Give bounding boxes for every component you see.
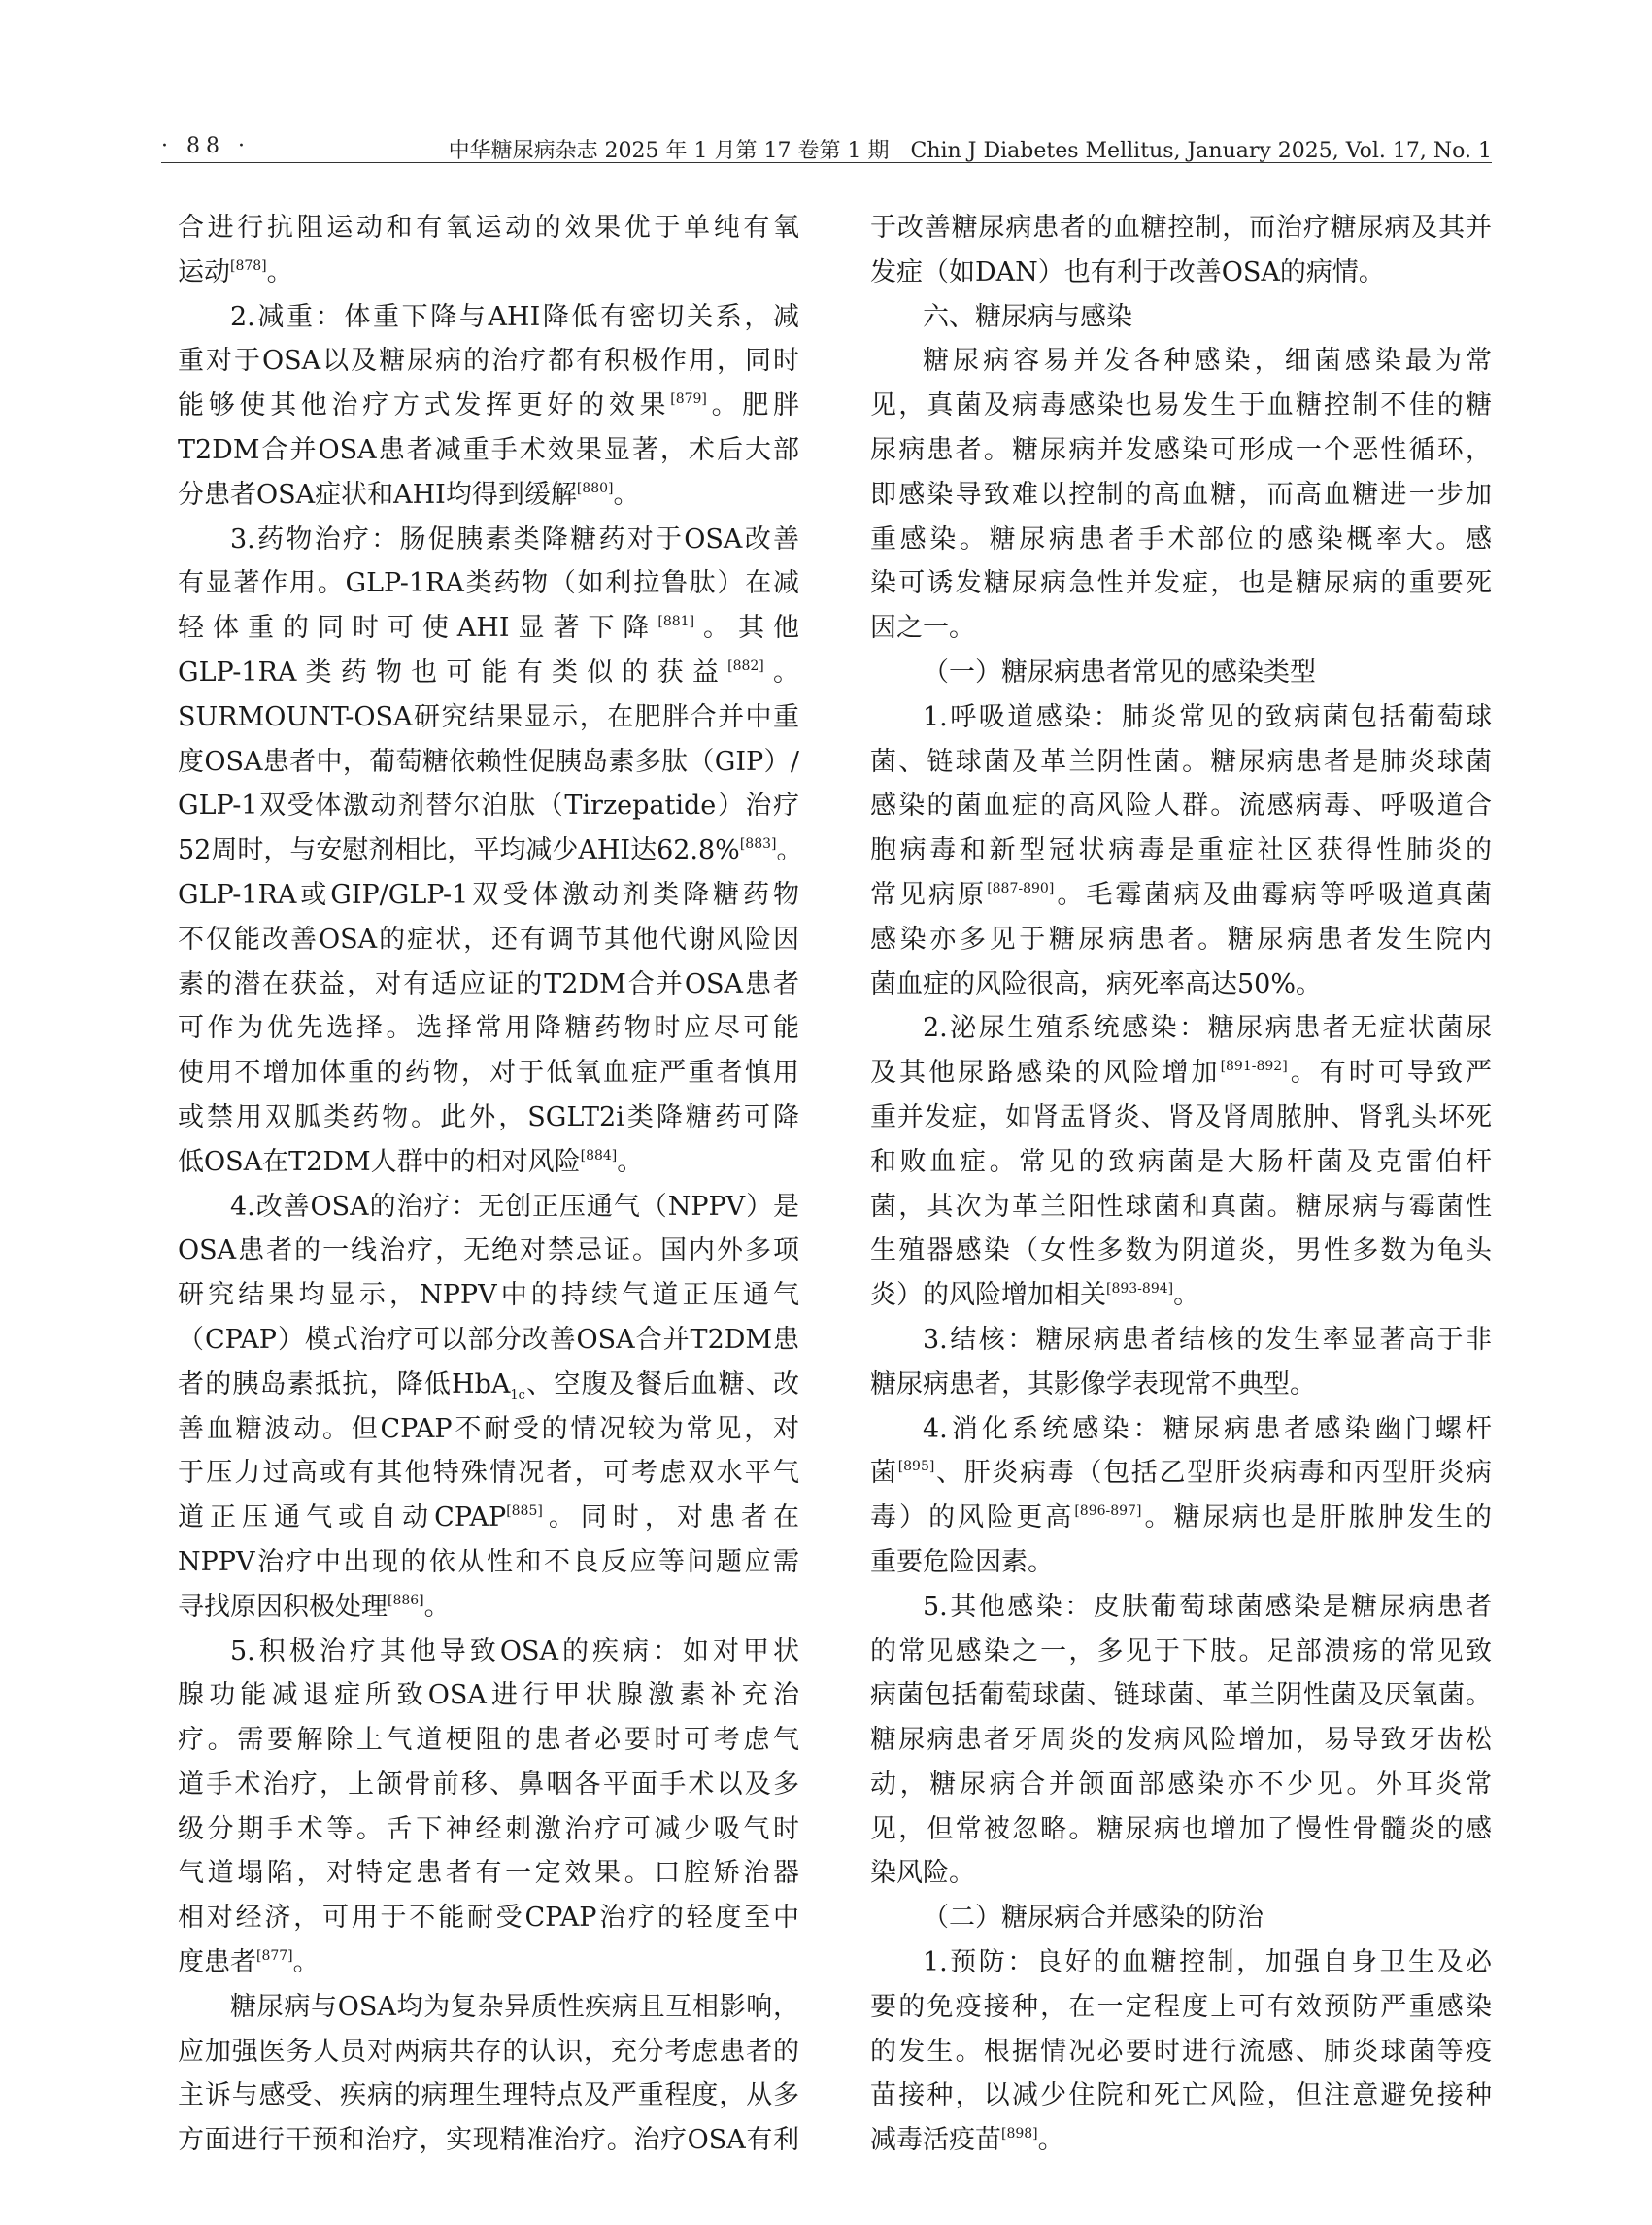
text-line [870,428,1492,473]
line-text: （一）糖尿病患者常见的感染类型 [923,657,1316,688]
line-text: 染可诱发糖尿病急性并发症，也是糖尿病的重要死 [870,568,1492,599]
line-text: 炎）的风险增加相关 [870,1280,1106,1311]
line-text: 因之一。 [870,613,975,644]
line-text: 素的潜在获益，对有适应证的T2DM合并OSA患者 [178,968,799,999]
line-text: 重感染。糖尿病患者手术部位的感染概率大。感 [870,523,1492,555]
line-text: 气道塌陷，对特定患者有一定效果。口腔矫治器 [178,1858,799,1889]
text-line [178,1807,799,1852]
line-text: 4.消化系统感染：糖尿病患者感染幽门螺杆 [923,1413,1492,1444]
citation-ref: [893-894] [1106,1281,1174,1298]
line-text-tail: 。 [292,1947,320,1978]
line-text-tail: 。有时可导致严 [1287,1058,1492,1089]
line-text-tail: 。 [776,835,803,866]
line-text: 主诉与感受、疾病的病理生理特点及严重程度，从多 [178,2080,799,2111]
citation-ref: [879] [670,391,707,408]
text-line [870,1363,1492,1407]
line-text: 减毒活疫苗 [870,2125,1001,2156]
citation-ref: [886] [388,1592,424,1608]
line-text: 1.预防：良好的血糖控制，加强自身卫生及必 [923,1947,1492,1978]
line-text: 分患者OSA症状和AHI均得到缓解 [178,479,577,510]
text-line [870,561,1492,606]
line-text: 有显著作用。GLP-1RA类药物（如利拉鲁肽）在减 [178,568,799,599]
line-text: 2.泌尿生殖系统感染：糖尿病患者无症状菌尿 [923,1013,1492,1044]
line-text: 运动 [178,256,230,287]
line-text-tail: 。 [1173,1280,1200,1311]
line-text: 和败血症。常见的致病菌是大肠杆菌及克雷伯杆 [870,1146,1492,1177]
text-line [178,962,799,1007]
line-text: 的发生。根据情况必要时进行流感、肺炎球菌等疫 [870,2036,1492,2067]
text-line [178,1496,799,1540]
citation-ref: [884] [580,1147,618,1163]
line-text: 道正压通气或自动CPAP [178,1502,507,1534]
line-text-tail: 、肝炎病毒（包括乙型肝炎病毒和丙型肝炎病 [934,1458,1493,1489]
line-text-tail: 、空腹及餐后血糖、改 [524,1368,800,1399]
text-line [178,1185,799,1230]
citation-ref: [898] [1001,2126,1038,2142]
text-line [178,1006,799,1051]
text-line [178,1851,799,1896]
line-text-tail: 。 [266,256,293,287]
line-text: 要的免疫接种，在一定程度上可有效预防严重感染 [870,1991,1492,2022]
text-line [178,1407,799,1452]
line-text: 糖尿病患者，其影像学表现常不典型。 [870,1368,1316,1399]
line-text: SURMOUNT-OSA研究结果显示，在肥胖合并中重 [178,701,799,732]
line-text: 5.其他感染：皮肤葡萄球菌感染是糖尿病患者 [923,1591,1492,1622]
line-text: 菌，其次为革兰阳性球菌和真菌。糖尿病与霉菌性 [870,1191,1492,1222]
line-text: 六、糖尿病与感染 [923,301,1132,332]
line-text: 动，糖尿病合并颌面部感染亦不少见。外耳炎常 [870,1769,1492,1800]
line-text: 的常见感染之一，多见于下肢。足部溃疡的常见致 [870,1635,1492,1667]
line-text: 合进行抗阻运动和有氧运动的效果优于单纯有氧 [178,213,799,243]
line-text-tail: 。毛霉菌病及曲霉病等呼吸道真菌 [1054,879,1492,910]
line-text: GLP-1RA类药物也可能有类似的获益 [178,657,728,688]
line-text-tail: 。其他 [694,613,799,644]
text-line [870,1318,1492,1363]
line-text: 4.改善OSA的治疗：无创正压通气（NPPV）是 [230,1191,799,1222]
line-text: 重要危险因素。 [870,1546,1054,1577]
text-line [178,428,799,473]
line-text: 于压力过高或有其他特殊情况者，可考虑双水平气 [178,1458,799,1489]
line-text-tail: 。糖尿病也是肝脓肿发生的 [1141,1502,1492,1534]
text-line [870,518,1492,562]
text-line [178,1540,799,1585]
text-line [870,1496,1492,1540]
line-text-tail: 。 [1037,2125,1064,2156]
line-text: 生殖器感染（女性多数为阴道炎，男性多数为龟头 [870,1235,1492,1266]
line-text: 糖尿病与OSA均为复杂异质性疾病且互相影响， [230,1991,799,2022]
line-text: 寻找原因积极处理 [178,1591,388,1622]
text-line [178,1585,799,1630]
text-line [178,1673,799,1718]
text-line [870,651,1492,695]
journal-citation: 中华糖尿病杂志 2025 年 1 月第 17 卷第 1 期 Chin J Diabetes Mellitus, January 2025, Vol. 17, No. 1 [448,139,1492,163]
line-text: 苗接种，以减少住院和死亡风险，但注意避免接种 [870,2080,1492,2111]
text-line [870,384,1492,428]
text-line [870,828,1492,873]
citation-ref: [895] [897,1459,935,1475]
text-line [870,1140,1492,1185]
line-text: 糖尿病容易并发各种感染，细菌感染最为常 [923,346,1492,377]
text-line [178,1273,799,1318]
text-line [870,2030,1492,2074]
line-text: 研究结果均显示，NPPV中的持续气道正压通气 [178,1280,799,1311]
line-text: 者的胰岛素抵抗，降低HbA [178,1368,511,1399]
line-text: 度患者 [178,1947,256,1978]
line-text-tail: 。 [617,1146,644,1177]
text-line [870,1407,1492,1452]
line-text: （CPAP）模式治疗可以部分改善OSA合并T2DM患 [178,1324,799,1355]
text-line [870,784,1492,828]
citation-ref: [878] [230,257,267,274]
text-line [870,1229,1492,1273]
text-line [870,1896,1492,1940]
line-text: 发症（如DAN）也有利于改善OSA的病情。 [870,256,1385,287]
line-text: 级分期手术等。舌下神经刺激治疗可减少吸气时 [178,1813,799,1844]
line-text: 5.积极治疗其他导致OSA的疾病：如对甲状 [230,1635,799,1667]
text-line [870,606,1492,651]
citation-ref: [885] [506,1503,543,1520]
citation-ref: [882] [727,657,764,674]
text-line [178,606,799,651]
line-text: 见，真菌及病毒感染也易发生于血糖控制不佳的糖 [870,390,1492,421]
line-text: 3.药物治疗：肠促胰素类降糖药对于OSA改善 [230,523,799,555]
text-line [870,1985,1492,2030]
text-line [178,873,799,918]
text-line [870,1185,1492,1230]
header-rule [161,162,1492,163]
text-line [178,295,799,340]
line-text: 2.减重：体重下降与AHI降低有密切关系，减 [230,301,799,332]
text-line [870,295,1492,340]
line-text: 染风险。 [870,1858,975,1889]
text-line [870,1763,1492,1807]
citation-ref: [896-897] [1074,1503,1142,1520]
text-line [178,206,799,251]
line-text-tail: 。 [423,1591,451,1622]
text-line [178,695,799,740]
line-text: 可作为优先选择。选择常用降糖药物时应尽可能 [178,1013,799,1044]
line-text: 重对于OSA以及糖尿病的治疗都有积极作用，同时 [178,346,799,377]
line-text: 疗。需要解除上气道梗阻的患者必要时可考虑气 [178,1725,799,1756]
line-text: 病菌包括葡萄球菌、链球菌、革兰阴性菌及厌氧菌。 [870,1680,1492,1711]
line-text: 胞病毒和新型冠状病毒是重症社区获得性肺炎的 [870,835,1492,866]
text-line [870,962,1492,1007]
line-text: 腺功能减退症所致OSA进行甲状腺激素补充治 [178,1680,799,1711]
line-text-tail: 。同时，对患者在 [542,1502,800,1534]
citation-ref: [891-892] [1220,1059,1288,1075]
line-text: GLP-1双受体激动剂替尔泊肽（Tirzepatide）治疗 [178,791,799,822]
text-line [178,518,799,562]
line-text: 或禁用双胍类药物。此外，SGLT2i类降糖药可降 [178,1101,799,1132]
text-line [178,561,799,606]
line-text: 道手术治疗，上颌骨前移、鼻咽各平面手术以及多 [178,1769,799,1800]
text-line [870,251,1492,295]
text-line [178,784,799,828]
line-text: 不仅能改善OSA的症状，还有调节其他代谢风险因 [178,924,799,955]
line-text: 度OSA患者中，葡萄糖依赖性促胰岛素多肽（GIP）/ [178,746,799,777]
line-text-tail: 。 [763,657,799,688]
page-number: · 88 · [161,134,251,158]
line-text: 见，但常被忽略。糖尿病也增加了慢性骨髓炎的感 [870,1813,1492,1844]
citation-ref: [883] [739,836,777,853]
text-line [178,384,799,428]
text-line [178,1451,799,1496]
line-text: 能够使其他治疗方式发挥更好的效果 [178,390,671,421]
left-text-column [178,206,803,2163]
line-text: 菌血症的风险很高，病死率高达50%。 [870,968,1323,999]
text-line [178,1363,799,1407]
text-line [870,1096,1492,1140]
line-text: NPPV治疗中出现的依从性和不良反应等问题应需 [178,1546,799,1577]
line-text: 感染的菌血症的高风险人群。流感病毒、呼吸道合 [870,791,1492,822]
text-line [870,740,1492,785]
text-line [178,1096,799,1140]
text-line [178,828,803,873]
text-line [870,918,1492,962]
citation-ref: [887-890] [987,880,1055,896]
line-text: 使用不增加体重的药物，对于低氧血症严重者慎用 [178,1058,799,1089]
line-text: 应加强医务人员对两病共存的认识，充分考虑患者的 [178,2036,799,2067]
citation-ref: [881] [657,614,695,630]
text-line [870,2073,1492,2118]
line-text-tail: 。 [613,479,640,510]
running-header [161,130,1492,163]
text-line [870,1451,1492,1496]
line-text: 52周时，与安慰剂相比，平均减少AHI达62.8% [178,835,740,866]
text-line [178,2030,799,2074]
text-line [178,918,799,962]
text-line [870,873,1492,918]
text-line [870,1940,1492,1985]
text-line [870,2118,1492,2163]
text-line [178,339,799,384]
text-line [178,1229,799,1273]
line-text: OSA患者的一线治疗，无绝对禁忌证。国内外多项 [178,1235,799,1266]
line-text: 及其他尿路感染的风险增加 [870,1058,1221,1089]
line-text: GLP-1RA或GIP/GLP-1双受体激动剂类降糖药物 [178,879,799,910]
text-line [870,1851,1492,1896]
line-text: 即感染导致难以控制的高血糖，而高血糖进一步加 [870,479,1492,510]
text-line [870,1630,1492,1674]
line-text: 方面进行干预和治疗，实现精准治疗。治疗OSA有利 [178,2125,799,2156]
text-line [178,651,799,695]
line-text-tail: 。肥胖 [706,390,800,421]
line-text: 重并发症，如肾盂肾炎、肾及肾周脓肿、肾乳头坏死 [870,1101,1492,1132]
line-text: T2DM合并OSA患者减重手术效果显著，术后大部 [178,434,799,465]
line-text: 于改善糖尿病患者的血糖控制，而治疗糖尿病及其并 [870,213,1492,243]
text-line [178,1763,799,1807]
text-line [178,1940,799,1985]
text-line [870,1585,1492,1630]
line-text: （二）糖尿病合并感染的防治 [923,1903,1264,1934]
line-text: 尿病患者。糖尿病并发感染可形成一个恶性循环， [870,434,1492,465]
line-text: 善血糖波动。但CPAP不耐受的情况较为常见，对 [178,1413,799,1444]
text-line [178,740,799,785]
text-line [870,1673,1492,1718]
line-text: 常见病原 [870,879,988,910]
text-line [870,1273,1492,1318]
citation-ref: [880] [576,480,614,496]
text-line [870,1807,1492,1852]
line-text: 相对经济，可用于不能耐受CPAP治疗的轻度至中 [178,1903,799,1934]
line-text: 1.呼吸道感染：肺炎常见的致病菌包括葡萄球 [923,701,1492,732]
text-line [870,339,1492,384]
text-line [178,1140,799,1185]
text-line [870,1540,1492,1585]
subscript: 1c [510,1387,525,1402]
line-text: 低OSA在T2DM人群中的相对风险 [178,1146,581,1177]
line-text: 糖尿病患者牙周炎的发病风险增加，易导致牙齿松 [870,1725,1492,1756]
line-text: 感染亦多见于糖尿病患者。糖尿病患者发生院内 [870,924,1492,955]
right-text-column [870,206,1492,2163]
text-line [870,1718,1492,1763]
text-line [178,1985,799,2030]
line-text: 菌 [870,1458,898,1489]
text-line [178,251,799,295]
text-line [870,1006,1492,1051]
text-line [178,473,799,518]
line-text: 轻体重的同时可使AHI显著下降 [178,613,658,644]
text-line [178,1051,799,1096]
text-line [178,2073,799,2118]
line-text: 菌、链球菌及革兰阴性菌。糖尿病患者是肺炎球菌 [870,746,1492,777]
text-line [178,2118,799,2163]
text-line [178,1630,799,1674]
text-line [178,1896,799,1940]
line-text: 毒）的风险更高 [870,1502,1075,1534]
line-text: 3.结核：糖尿病患者结核的发生率显著高于非 [923,1324,1492,1355]
text-line [870,1051,1492,1096]
text-line [178,1318,799,1363]
citation-ref: [877] [256,1948,293,1965]
text-line [870,695,1492,740]
text-line [870,206,1492,251]
text-line [870,473,1492,518]
text-line [178,1718,799,1763]
